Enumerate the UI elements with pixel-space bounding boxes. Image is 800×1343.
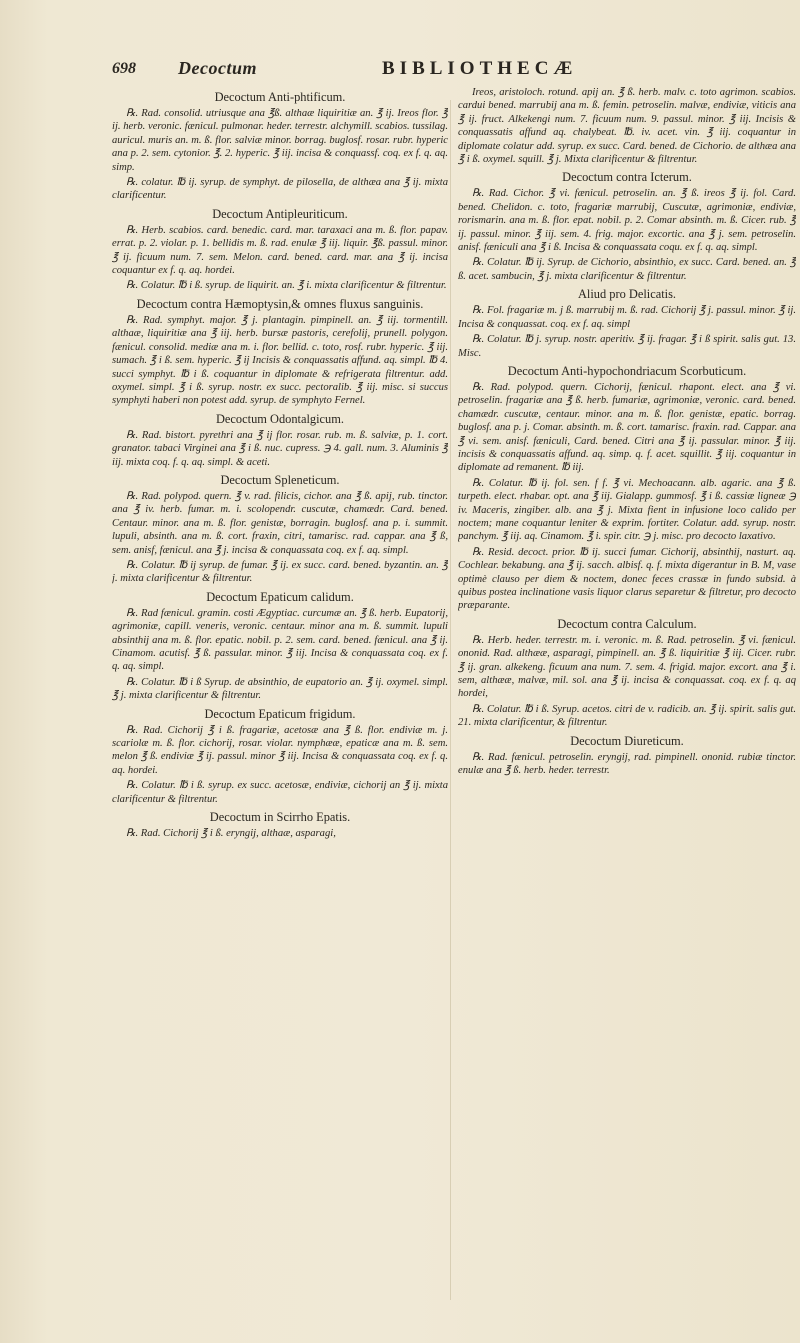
recipe-section xyxy=(112,707,448,806)
recipe-paragraph: ℞. Herb. scabios. card. benedic. card. mar. taraxaci ana m. ß. flor. papav. errat. p. 2. violar. p. 1. bellidis m. ß. rad. enulæ ℥ iij. liquir. ℥ß. passul. minor. ℥ ij. ficuum num. 7. sem. Melon. card. bened. card. mar. ana ℥ ij. incisa coquantur ex f. q. aq. hordei. xyxy=(112,224,448,277)
recipe-paragraph: ℞. Rad. symphyt. major. ℥ j. plantagin. pimpinell. an. ℥ iij. tormentill. althaæ, liquiritiæ ana ℥ iij. herb. bursæ pastoris, cerefolij, prunell. polygon. fænicul. consolid. mediæ ana m. i. flor. bellid. c. toto, rosf. rubr. hyperic. ℥ iij. sumach. ℥ i ß. sem. hyperic. ℥ ij Incisis & conquassatis affund. aq. simpl. ℔ 4. succi symphyt. ℔ i ß. coquantur in diplomate & refrigerata filtrentur. add. oxymel. simpl. ℥ i ß. syrup. nostr. ex succ. pectoralib. ℥ iij. misc. si succus symphyti haberi non potest add. syrup. de symphyto Fernel. xyxy=(112,314,448,407)
recipe-paragraph: ℞. Colatur. ℔ ij. Syrup. de Cichorio, absinthio, ex succ. Card. bened. an. ℥ ß. acet. sambucin, ℥ j. mixta clarificentur & filtrentur. xyxy=(458,257,796,282)
recipe-section xyxy=(458,170,796,283)
recipe-section xyxy=(112,810,448,840)
section-heading: Decoctum in Scirrho Epatis. xyxy=(209,810,351,825)
recipe-paragraph: ℞. Rad. Cichorij ℥ i ß. fragariæ, acetosæ ana ℥ ß. flor. endiviæ m. j. scariolæ m. ß. flor. cichorij, rosar. violar. nymphææ, epaticæ ana m. ß. sem. melon ℥ ß. endiviæ ℥ ij. passul. minor ℥ iij. Incisa & conquassata coq. ex f. q. aq. hordei. xyxy=(112,724,448,776)
recipe-section xyxy=(458,617,796,730)
recipe-paragraph: ℞. Colatur. ℔ i ß. Syrup. acetos. citri de v. radicib. an. ℥ ij. spirit. salis gut. 21. mixta clarificentur, & filtrentur. xyxy=(458,703,796,729)
recipe-section xyxy=(112,207,448,293)
left-column xyxy=(112,86,448,1331)
recipe-section xyxy=(458,734,796,778)
section-heading: Decoctum contra Icterum. xyxy=(562,170,692,185)
recipe-paragraph: ℞. Rad. Cichor. ℥ vi. fænicul. petroselin. an. ℥ ß. ireos ℥ ij. fol. Card. bened. Chelidon. c. toto, fragariæ marrubij, Cuscutæ, agrimoniæ, endiviæ, rorismarin. ana m. ß. flor. epat. nobil. p. 2. Comar absinth. m. ß. Cicer. rub. ℥ ij. passul. minor. ℥ iij. sem. 4. frig. major. excortic. ana ℥ j. sem. petroselin. anisf. fæniculi ana ℥ i ß. Incisa & conquassata coqu. ex f. q. aq. simpl. xyxy=(458,188,796,254)
recipe-section xyxy=(112,473,448,586)
recipe-section xyxy=(112,412,448,469)
recipe-paragraph: ℞. Rad. polypod. quern. Cichorij, fænicul. rhapont. elect. ana ℥ vi. petroselin. fragariæ ana ℥ ß. herb. fumariæ, agrimoniæ, veronic. card. bened. chamædr. cuscutæ, centaur. minor. ana m. ß. flor. genistæ, epatic. borrag. buglosf. ana p. j. Comar. absinth. m. ß. cort. tamarisc. fraxin. rad. Cappar. ana ℥ vi. sem. anisf. fæniculi, Card. bened. Citri ana ℥ ij. passular. minor. ℥ iij. incisis & conquassatis affund. aq. simp. q. f. acet. squillit. ℥ iij. coquantur in diplomate ad remanent. ℔ iij. xyxy=(458,381,796,474)
recipe-paragraph: ℞. Rad. Cichorij ℥ i ß. eryngij, althaæ, asparagi, xyxy=(126,828,336,840)
recipe-section xyxy=(458,86,796,166)
recipe-section xyxy=(458,287,796,360)
section-heading: Decoctum Antipleuriticum. xyxy=(212,206,348,221)
recipe-section xyxy=(458,364,796,613)
recipe-paragraph: ℞. Colatur. ℔ ij syrup. de fumar. ℥ ij. ex succ. card. bened. byzantin. an. ℥ j. mixta clarificentur & filtrentur. xyxy=(112,559,448,585)
recipe-section xyxy=(112,297,448,408)
recipe-paragraph: ℞. Colatur. ℔ j. syrup. nostr. aperitiv. ℥ ij. fragar. ℥ i ß spirit. salis gut. 13. Misc. xyxy=(458,334,796,359)
section-heading: Decoctum contra Calculum. xyxy=(557,616,697,631)
recipe-paragraph: ℞. Fol. fragariæ m. j ß. marrubij m. ß. rad. Cichorij ℥ j. passul. minor. ℥ ij. Incisa & conquassat. coq. ex f. aq. simpl xyxy=(458,305,796,330)
recipe-paragraph: ℞. Colatur. ℔ i ß. syrup. ex succ. acetosæ, endiviæ, cichorij an ℥ ij. mixta clarificentur & filtrentur. xyxy=(112,780,448,805)
section-heading: Decoctum Diureticum. xyxy=(570,733,684,748)
section-heading: Decoctum contra Hæmoptysin,& omnes fluxus sanguinis. xyxy=(136,296,424,311)
recipe-paragraph: ℞. Herb. heder. terrestr. m. i. veronic. m. ß. Rad. petroselin. ℥ vi. fænicul. ononid. Rad. althææ, asparagi, pimpinell. an. ℥ ß. liquiritiæ ℥ iij. Cicer. rubr. ℥ ij. gran. alkekeng. ficuum ana num. 7. sem. 4. frigid. major. excort. ana ℥ i. sem, althææ, malvæ, mil. sol. ana ℥ ij. incisa & conquassat. coq. ex f. q. aq hordei, xyxy=(458,634,796,700)
section-heading: Decoctum Epaticum frigidum. xyxy=(204,706,356,721)
running-head-left: Decoctum xyxy=(178,58,257,78)
recipe-paragraph: ℞. Rad. bistort. pyrethri ana ℥ ij flor. rosar. rub. m. ß. salviæ, p. 1. cort. granator. tabaci Virginei ana ℥ i ß. nuc. cupress. ℈ 4. gall. num. 3. Aluminis ℥ iij. mixta coq. f. q. aq. simpl. & aceti. xyxy=(112,429,448,468)
recipe-paragraph: ℞. Colatur. ℔ ij. fol. sen. f f. ℥ vi. Mechoacann. alb. agaric. ana ℥ ß. turpeth. elect. rhabar. opt. ana ℥ iij. Gialapp. gummosf. ℥ i ß. cassiæ ligneæ ℈ iv. Maceris, zingiber. alb. ana ℥ j. Mixta fient in infusione loco calido per noctem; mane coquantur leniter & exprim. fortiter. Colatur. add. syrup. nostr. panchym. ℥ iij. aq. Cinamom. ℥ i. spir. citr. ℈ j. misc. pro decocto laxativo. xyxy=(458,477,796,543)
running-head-right: BIBLIOTHECÆ xyxy=(382,58,578,79)
column-divider xyxy=(450,100,451,1300)
section-heading: Decoctum Anti-hypochondriacum Scorbuticum. xyxy=(507,363,747,378)
recipe-section xyxy=(112,90,448,203)
recipe-paragraph: ℞. Rad. polypod. quern. ℥ v. rad. filicis, cichor. ana ℥ ß. apij, rub. tinctor. ana ℥ iv. herb. fumar. m. i. scolopendr. cuscutæ, chamædr. Card. bened. Centaur. minor. ana m. ß. flor. genistæ, borragin. buglosf. ana p. i. summit. lupuli, absinth. ana m. ß. cort. fraxin, citri, tamarisc. rad. cappar. ana ℥ ß, sem. anisf, fænicul. ana ℥ j. incisa & conquassata coq. ex f. aq. simpl. xyxy=(112,490,448,556)
section-heading: Decoctum Epaticum calidum. xyxy=(206,589,354,604)
recipe-paragraph: ℞. colatur. ℔ ij. syrup. de symphyt. de pilosella, de althæa ana ℥ ij. mixta clarificentur. xyxy=(112,177,448,202)
section-heading: Decoctum Anti-phtificum. xyxy=(214,90,346,104)
recipe-paragraph: ℞. Colatur. ℔ i ß Syrup. de absinthio, de eupatorio an. ℥ ij. oxymel. simpl. ℥ j. mixta clarificentur & filtrentur. xyxy=(112,676,448,702)
recipe-paragraph: ℞. Resid. decoct. prior. ℔ ij. succi fumar. Cichorij, absinthij, nasturt. aq. Cochlear. bekabung. ana ℥ ij. sacch. albisf. q. f. mixta digerantur in B. M, vase optimè clauso per diem & noctem, donec feces crassæ in fundo subsid. à quibus postea inclinatione vasis liquor clarus separetur & filtretur, pro decocto præparante. xyxy=(458,546,796,612)
page-header xyxy=(0,52,800,86)
page-number: 698 xyxy=(112,60,136,77)
recipe-paragraph: ℞. Colatur. ℔ i ß. syrup. de liquirit. an. ℥ i. mixta clarificentur & filtrentur. xyxy=(126,280,447,292)
recipe-paragraph: ℞. Rad. consolid. utriusque ana ℥ß. althaæ liquiritiæ an. ℥ ij. Ireos flor. ℥ ij. herb. veronic. fænicul. pulmonar. heder. terrestr. alchymill. scabios. tussilag. auricul. muris an. m. ß. flor. salviæ minor. borrag. buglosf. rosar. rubr. hyperic ana p. 2. sem. cytonior. ℥. 2. hyperic. ℥ iij. incisa & conquassf. coq. ex f. q. aq. simp. xyxy=(112,108,448,173)
recipe-paragraph: Ireos, aristoloch. rotund. apij an. ℥ ß. herb. malv. c. toto agrimon. scabios. cardui bened. marrubij ana m. ß. femin. petroselin. malvæ, endiviæ, viticis ana ℥ ij. fruct. Alkekengi num. 7. ficuum num. 9. passul. minor. ℥ iij. Incisis & conquassatis affund aq. chalybeat. ℔. iv. acet. vin. ℥ iij. coquantur in diplomate colatur add. syrup. ex succ. Card. bened. de Cichorio. de althæa ana ℥ i ß. oxymel. squill. ℥ j. Mixta clarificentur & filtrentur. xyxy=(458,87,796,166)
section-heading: Aliud pro Delicatis. xyxy=(577,287,677,302)
section-heading: Decoctum Odontalgicum. xyxy=(215,411,344,426)
recipe-paragraph: ℞. Rad. fænicul. petroselin. eryngij, rad. pimpinell. ononid. rubiæ tinctor. enulæ ana ℥ ß. herb. heder. terrestr. xyxy=(458,751,796,777)
right-column xyxy=(458,86,796,1331)
recipe-section xyxy=(112,590,448,703)
recipe-paragraph: ℞. Rad fænicul. gramin. costi Ægyptiac. curcumæ an. ℥ ß. herb. Eupatorij, agrimoniæ, capill. veneris, veronic. centaur. minor ana m. ß. summit. lupuli absinthij ana m. ß. flor. epatic. nobil. p. 2. sem. card. bened. fænicul. ana ℥ ij. Cinamom. acutisf. ℥ ß. passular. minor. ℥ iij. Incisa & conquassata coq. ex f. q. aq. simpl. xyxy=(112,607,448,673)
section-heading: Decoctum Spleneticum. xyxy=(220,472,340,487)
